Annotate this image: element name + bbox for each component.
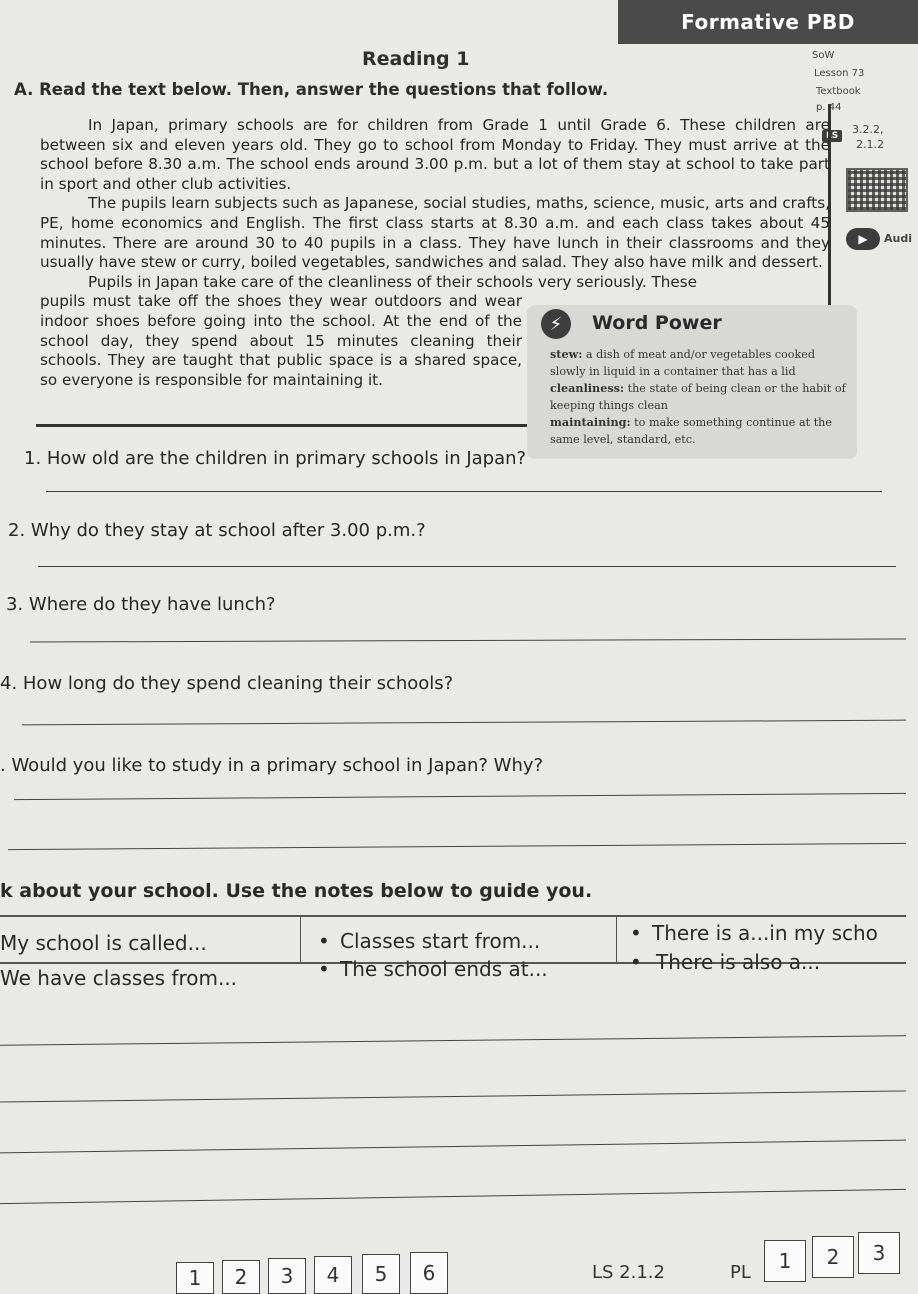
page-box-1[interactable]: 1 xyxy=(176,1262,214,1294)
page-box-5[interactable]: 5 xyxy=(362,1254,400,1294)
note-bullet-2: • xyxy=(318,957,330,981)
note-there-is: There is a...in my scho xyxy=(652,921,878,945)
formative-pbd-banner xyxy=(618,0,918,44)
question-5: . Would you like to study in a primary school in Japan? Why? xyxy=(0,755,544,776)
notes-table-divider-2 xyxy=(616,917,617,962)
notes-table-divider-1 xyxy=(300,917,301,962)
banner-label: Formative PBD xyxy=(681,10,855,34)
word-power-entry: maintaining: to make something continue at the same level, standard, etc. xyxy=(550,415,833,446)
pl-level-3-box[interactable]: 3 xyxy=(858,1232,900,1274)
writing-line-2[interactable] xyxy=(0,1090,906,1102)
note-bullet-3: • xyxy=(630,921,642,945)
reading-title: Reading 1 xyxy=(362,48,470,70)
note-bullet-1: • xyxy=(318,929,330,953)
question-2: 2. Why do they stay at school after 3.00 p.m.? xyxy=(8,520,426,541)
word-power-entry: cleanliness: the state of being clean or the habit of keeping things clean xyxy=(550,381,846,412)
lightning-bolt-icon: ⚡ xyxy=(541,309,571,339)
page-box-2[interactable]: 2 xyxy=(222,1260,260,1294)
page-ref-label: p. 44 xyxy=(816,102,842,113)
note-school-name: My school is called... xyxy=(0,931,207,955)
pl-level-1-box[interactable]: 1 xyxy=(764,1240,806,1282)
word-power-entries xyxy=(550,346,850,448)
note-school-ends: The school ends at... xyxy=(340,957,548,981)
qr-code-icon[interactable] xyxy=(846,168,908,212)
instruction-text: A. Read the text below. Then, answer the questions that follow. xyxy=(14,80,609,99)
ls-codes-line-1: 3.2.2, xyxy=(852,123,884,136)
question-3: 3. Where do they have lunch? xyxy=(6,594,276,615)
passage-paragraph-3b: pupils must take off the shoes they wear outdoors and wear indoor shoes before going into the school. At the end of the school day, they spend about 15 minutes cleaning their schools. They are taught that public space is a shared space, so everyone is responsible for maintaining it. xyxy=(40,292,522,389)
answer-line-5b[interactable] xyxy=(8,843,906,850)
pl-label: PL xyxy=(730,1262,751,1283)
passage-paragraph-3a: Pupils in Japan take care of the cleanliness of their schools very seriously. These xyxy=(88,272,698,291)
answer-line-4[interactable] xyxy=(22,720,906,726)
audio-label: Audi xyxy=(884,232,912,245)
question-4: 4. How long do they spend cleaning their schools? xyxy=(0,673,454,694)
note-classes-start: Classes start from... xyxy=(340,929,541,953)
writing-line-4[interactable] xyxy=(0,1189,906,1204)
note-there-is-also: There is also a... xyxy=(656,950,821,974)
footer-ls-code: LS 2.1.2 xyxy=(592,1262,665,1283)
passage-paragraph-1: In Japan, primary schools are for children from Grade 1 until Grade 6. These children are between six and eleven years old. They go to school from Monday to Friday. They must arrive at the school before 8.30 a.m. The school ends around 3.00 p.m. but a lot of them stay at school to take part in sport and other club activities. xyxy=(40,116,830,193)
answer-line-5a[interactable] xyxy=(14,793,906,800)
question-1: 1. How old are the children in primary schools in Japan? xyxy=(24,448,527,469)
ls-badge: LS xyxy=(822,123,842,142)
lesson-label: Lesson 73 xyxy=(814,68,865,79)
note-classes-from: We have classes from... xyxy=(0,966,238,990)
notes-table-top-border xyxy=(0,915,906,917)
passage-paragraph-2: The pupils learn subjects such as Japanese, social studies, maths, science, music, arts and crafts, PE, home economics and English. The first class starts at 8.30 a.m. and each class takes about 45 minutes. There are around 30 to 40 pupils in a class. They have lunch in their classrooms and they usually have stew or curry, boiled vegetables, sandwiches and salad. They also have milk and dessert. xyxy=(40,194,830,272)
writing-line-3[interactable] xyxy=(0,1140,906,1154)
answer-line-2[interactable] xyxy=(38,566,896,567)
page-box-3[interactable]: 3 xyxy=(268,1258,306,1294)
sow-label: SoW xyxy=(812,50,835,61)
pl-level-2-box[interactable]: 2 xyxy=(812,1236,854,1278)
writing-prompt: k about your school. Use the notes below to guide you. xyxy=(0,880,593,902)
answer-line-3[interactable] xyxy=(30,638,906,642)
page-box-4[interactable]: 4 xyxy=(314,1256,352,1294)
writing-line-1[interactable] xyxy=(0,1035,906,1045)
textbook-label: Textbook xyxy=(816,86,861,97)
ls-codes-line-2: 2.1.2 xyxy=(856,138,884,151)
answer-line-1[interactable] xyxy=(46,491,882,492)
word-power-entry: stew: a dish of meat and/or vegetables cooked slowly in liquid in a container that has a lid xyxy=(550,347,816,378)
word-power-title: Word Power xyxy=(592,312,722,334)
audio-speaker-icon[interactable]: ▶ xyxy=(846,228,880,250)
note-bullet-4: • xyxy=(630,950,642,974)
page-box-6[interactable]: 6 xyxy=(410,1252,448,1294)
